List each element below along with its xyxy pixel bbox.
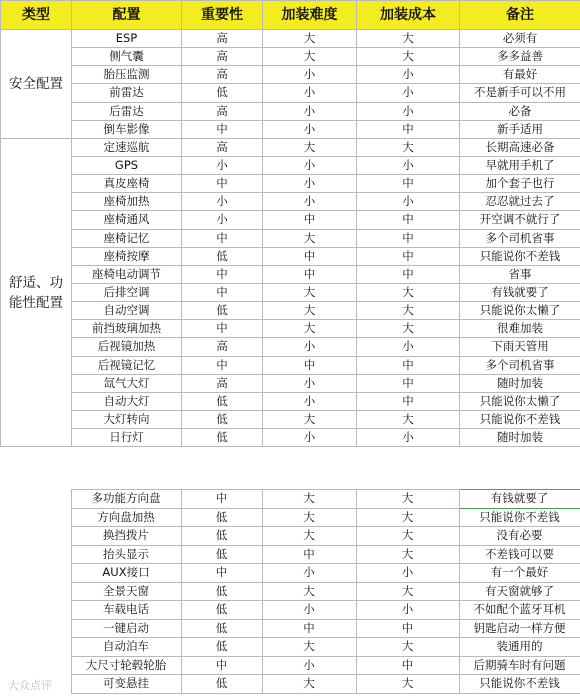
install-cost-cell: 小 <box>357 156 460 174</box>
install-cost-cell: 大 <box>356 675 459 694</box>
item-name-cell: 自动泊车 <box>71 638 181 657</box>
importance-cell: 低 <box>182 247 263 265</box>
note-cell: 装通用的 <box>459 638 580 657</box>
table-row <box>1 392 580 410</box>
install-cost-cell: 中 <box>357 175 460 193</box>
note-cell: 开空调不就行了 <box>460 211 580 229</box>
header-cell: 加装成本 <box>357 1 460 30</box>
category-cell-blank <box>0 545 71 564</box>
note-cell: 随时加装 <box>460 374 580 392</box>
category-cell: 安全配置 <box>1 30 72 139</box>
install-cost-cell: 小 <box>357 193 460 211</box>
item-name-cell: 全景天窗 <box>71 582 181 601</box>
item-name-cell: 后视镜加热 <box>72 338 182 356</box>
category-cell-blank <box>0 508 71 527</box>
importance-cell: 低 <box>182 429 263 447</box>
importance-cell: 高 <box>182 374 263 392</box>
table-row <box>0 656 580 675</box>
note-cell: 只能说你太懒了 <box>460 302 580 320</box>
importance-cell: 高 <box>182 48 263 66</box>
install-difficulty-cell: 大 <box>263 410 357 428</box>
install-difficulty-cell: 小 <box>262 564 356 583</box>
item-name-cell: 真皮座椅 <box>72 175 182 193</box>
install-cost-cell: 大 <box>357 320 460 338</box>
importance-cell: 高 <box>182 66 263 84</box>
install-cost-cell: 中 <box>357 120 460 138</box>
category-cell-blank <box>0 490 71 509</box>
item-name-cell: 氙气大灯 <box>72 374 182 392</box>
install-difficulty-cell: 小 <box>263 84 357 102</box>
install-difficulty-cell: 大 <box>263 320 357 338</box>
note-cell: 后期骑车时有问题 <box>459 656 580 675</box>
note-cell: 没有必要 <box>459 527 580 546</box>
install-cost-cell: 小 <box>356 601 459 620</box>
install-difficulty-cell: 大 <box>263 48 357 66</box>
item-name-cell: 座椅电动调节 <box>72 265 182 283</box>
install-difficulty-cell: 大 <box>262 675 356 694</box>
item-name-cell: 座椅加热 <box>72 193 182 211</box>
importance-cell: 高 <box>182 102 263 120</box>
table-row <box>1 356 580 374</box>
importance-cell: 小 <box>182 156 263 174</box>
config-table-continued <box>0 489 580 694</box>
category-cell-blank <box>0 638 71 657</box>
install-difficulty-cell: 中 <box>263 211 357 229</box>
table-row <box>1 193 580 211</box>
item-name-cell: 大尺寸轮毂轮胎 <box>71 656 181 675</box>
item-name-cell: 后视镜记忆 <box>72 356 182 374</box>
install-difficulty-cell: 大 <box>263 302 357 320</box>
install-cost-cell: 大 <box>356 638 459 657</box>
importance-cell: 中 <box>182 120 263 138</box>
importance-cell: 高 <box>182 30 263 48</box>
install-difficulty-cell: 大 <box>262 638 356 657</box>
importance-cell: 低 <box>181 619 262 638</box>
install-difficulty-cell: 大 <box>263 138 357 156</box>
importance-cell: 中 <box>181 564 262 583</box>
note-cell: 下雨天管用 <box>460 338 580 356</box>
install-cost-cell: 大 <box>356 527 459 546</box>
install-difficulty-cell: 小 <box>262 656 356 675</box>
install-difficulty-cell: 小 <box>263 193 357 211</box>
header-cell: 备注 <box>460 1 580 30</box>
install-difficulty-cell: 小 <box>263 66 357 84</box>
install-difficulty-cell: 小 <box>263 374 357 392</box>
importance-cell: 中 <box>181 490 262 509</box>
install-cost-cell: 小 <box>357 66 460 84</box>
item-name-cell: 一键启动 <box>71 619 181 638</box>
table-row <box>1 302 580 320</box>
table-row <box>0 619 580 638</box>
note-cell: 忍忍就过去了 <box>460 193 580 211</box>
install-difficulty-cell: 小 <box>263 429 357 447</box>
item-name-cell: 前挡玻璃加热 <box>72 320 182 338</box>
importance-cell: 中 <box>182 265 263 283</box>
table-row <box>0 675 580 694</box>
item-name-cell: 后排空调 <box>72 283 182 301</box>
importance-cell: 中 <box>182 229 263 247</box>
header-cell: 加装难度 <box>263 1 357 30</box>
table-row <box>1 374 580 392</box>
install-difficulty-cell: 小 <box>263 175 357 193</box>
table-row <box>0 527 580 546</box>
install-cost-cell: 中 <box>357 392 460 410</box>
item-name-cell: AUX接口 <box>71 564 181 583</box>
table-row <box>0 601 580 620</box>
importance-cell: 低 <box>181 601 262 620</box>
install-cost-cell: 大 <box>357 48 460 66</box>
item-name-cell: 前雷达 <box>72 84 182 102</box>
note-cell: 有钱就要了 <box>460 283 580 301</box>
category-cell-blank <box>0 601 71 620</box>
table-row <box>0 490 580 509</box>
header-cell: 类型 <box>1 1 72 30</box>
install-cost-cell: 中 <box>357 211 460 229</box>
importance-cell: 低 <box>181 527 262 546</box>
install-difficulty-cell: 小 <box>263 120 357 138</box>
item-name-cell: 多功能方向盘 <box>71 490 181 509</box>
importance-cell: 低 <box>181 675 262 694</box>
install-difficulty-cell: 大 <box>263 30 357 48</box>
importance-cell: 中 <box>182 356 263 374</box>
install-cost-cell: 大 <box>356 582 459 601</box>
note-cell: 不差钱可以要 <box>459 545 580 564</box>
importance-cell: 低 <box>181 638 262 657</box>
note-cell: 只能说你不差钱 <box>460 410 580 428</box>
install-difficulty-cell: 大 <box>262 490 356 509</box>
table-row <box>1 66 580 84</box>
table-row <box>1 175 580 193</box>
table-row <box>1 120 580 138</box>
install-cost-cell: 小 <box>357 429 460 447</box>
install-cost-cell: 大 <box>357 302 460 320</box>
importance-cell: 低 <box>182 302 263 320</box>
importance-cell: 低 <box>181 545 262 564</box>
item-name-cell: 座椅通风 <box>72 211 182 229</box>
table-row <box>1 265 580 283</box>
install-difficulty-cell: 大 <box>262 582 356 601</box>
item-name-cell: 倒车影像 <box>72 120 182 138</box>
table-row <box>1 156 580 174</box>
importance-cell: 低 <box>181 508 262 527</box>
table-header-row <box>1 1 580 30</box>
table-row <box>1 30 580 48</box>
item-name-cell: 自动空调 <box>72 302 182 320</box>
item-name-cell: 大灯转向 <box>72 410 182 428</box>
item-name-cell: 座椅记忆 <box>72 229 182 247</box>
importance-cell: 中 <box>181 656 262 675</box>
page-break-gap <box>0 466 580 489</box>
install-cost-cell: 大 <box>356 508 459 527</box>
importance-cell: 高 <box>182 338 263 356</box>
note-cell: 只能说你不差钱 <box>459 675 580 694</box>
item-name-cell: 抬头显示 <box>71 545 181 564</box>
install-difficulty-cell: 小 <box>262 601 356 620</box>
item-name-cell: 胎压监测 <box>72 66 182 84</box>
install-difficulty-cell: 大 <box>262 527 356 546</box>
install-difficulty-cell: 中 <box>263 265 357 283</box>
install-difficulty-cell: 中 <box>262 619 356 638</box>
note-cell: 省事 <box>460 265 580 283</box>
table-row <box>1 48 580 66</box>
install-difficulty-cell: 大 <box>263 283 357 301</box>
item-name-cell: 定速巡航 <box>72 138 182 156</box>
importance-cell: 中 <box>182 283 263 301</box>
install-difficulty-cell: 小 <box>263 156 357 174</box>
note-cell: 多个司机省事 <box>460 356 580 374</box>
install-cost-cell: 中 <box>357 247 460 265</box>
table-row <box>1 429 580 447</box>
note-cell: 多多益善 <box>460 48 580 66</box>
category-cell-blank <box>0 564 71 583</box>
table-row <box>0 508 580 527</box>
item-name-cell: 后雷达 <box>72 102 182 120</box>
install-cost-cell: 大 <box>357 30 460 48</box>
note-cell: 有最好 <box>460 66 580 84</box>
install-cost-cell: 中 <box>356 619 459 638</box>
note-cell: 很难加装 <box>460 320 580 338</box>
note-cell: 只能说你太懒了 <box>460 392 580 410</box>
install-cost-cell: 大 <box>356 545 459 564</box>
item-name-cell: ESP <box>72 30 182 48</box>
importance-cell: 低 <box>181 582 262 601</box>
install-cost-cell: 小 <box>356 564 459 583</box>
table-row <box>1 211 580 229</box>
header-cell: 配置 <box>72 1 182 30</box>
category-cell-blank <box>0 582 71 601</box>
note-cell: 长期高速必备 <box>460 138 580 156</box>
install-difficulty-cell: 小 <box>263 392 357 410</box>
note-cell: 有天窗就够了 <box>459 582 580 601</box>
install-difficulty-cell: 中 <box>262 545 356 564</box>
table-row <box>0 582 580 601</box>
note-cell: 不如配个蓝牙耳机 <box>459 601 580 620</box>
importance-cell: 低 <box>182 84 263 102</box>
item-name-cell: 座椅按摩 <box>72 247 182 265</box>
category-cell-blank <box>0 619 71 638</box>
table-row <box>0 564 580 583</box>
item-name-cell: 侧气囊 <box>72 48 182 66</box>
table-row <box>1 410 580 428</box>
table-row <box>1 84 580 102</box>
note-cell: 必备 <box>460 102 580 120</box>
install-cost-cell: 中 <box>356 656 459 675</box>
install-difficulty-cell: 小 <box>263 102 357 120</box>
install-cost-cell: 大 <box>357 410 460 428</box>
install-difficulty-cell: 中 <box>263 356 357 374</box>
table-row <box>0 638 580 657</box>
install-difficulty-cell: 大 <box>263 229 357 247</box>
item-name-cell: 日行灯 <box>72 429 182 447</box>
item-name-cell: 可变悬挂 <box>71 675 181 694</box>
table-row <box>0 545 580 564</box>
item-name-cell: 换挡拨片 <box>71 527 181 546</box>
install-cost-cell: 小 <box>357 84 460 102</box>
item-name-cell: GPS <box>72 156 182 174</box>
table-row <box>1 338 580 356</box>
importance-cell: 低 <box>182 410 263 428</box>
item-name-cell: 方向盘加热 <box>71 508 181 527</box>
note-cell: 加个套子也行 <box>460 175 580 193</box>
install-difficulty-cell: 中 <box>263 247 357 265</box>
install-cost-cell: 中 <box>357 356 460 374</box>
note-cell: 不是新手可以不用 <box>460 84 580 102</box>
category-cell-blank <box>0 656 71 675</box>
note-cell: 有钱就要了 <box>459 490 580 509</box>
note-cell: 早就用手机了 <box>460 156 580 174</box>
importance-cell: 小 <box>182 193 263 211</box>
importance-cell: 高 <box>182 138 263 156</box>
watermark: 大众点评 <box>8 679 52 692</box>
note-cell: 必须有 <box>460 30 580 48</box>
category-cell-blank <box>0 527 71 546</box>
install-difficulty-cell: 大 <box>262 508 356 527</box>
importance-cell: 中 <box>182 175 263 193</box>
item-name-cell: 自动大灯 <box>72 392 182 410</box>
importance-cell: 低 <box>182 392 263 410</box>
table-row <box>1 283 580 301</box>
note-cell: 随时加装 <box>460 429 580 447</box>
note-cell: 多个司机省事 <box>460 229 580 247</box>
install-cost-cell: 小 <box>357 102 460 120</box>
note-cell: 钥匙启动一样方便 <box>459 619 580 638</box>
note-cell: 只能说你不差钱 <box>460 247 580 265</box>
install-cost-cell: 大 <box>356 490 459 509</box>
table-row <box>1 102 580 120</box>
table-row <box>1 320 580 338</box>
item-name-cell: 车载电话 <box>71 601 181 620</box>
install-cost-cell: 中 <box>357 374 460 392</box>
install-cost-cell: 中 <box>357 229 460 247</box>
table-row <box>1 247 580 265</box>
category-cell: 舒适、功能性配置 <box>1 138 72 446</box>
importance-cell: 中 <box>182 320 263 338</box>
install-cost-cell: 大 <box>357 283 460 301</box>
note-cell: 新手适用 <box>460 120 580 138</box>
importance-cell: 小 <box>182 211 263 229</box>
install-cost-cell: 小 <box>357 338 460 356</box>
table-row <box>1 229 580 247</box>
table-row <box>1 138 580 156</box>
install-cost-cell: 中 <box>357 265 460 283</box>
note-cell: 有一个最好 <box>459 564 580 583</box>
note-cell: 只能说你不差钱 <box>459 508 580 527</box>
install-cost-cell: 大 <box>357 138 460 156</box>
install-difficulty-cell: 小 <box>263 338 357 356</box>
header-cell: 重要性 <box>182 1 263 30</box>
